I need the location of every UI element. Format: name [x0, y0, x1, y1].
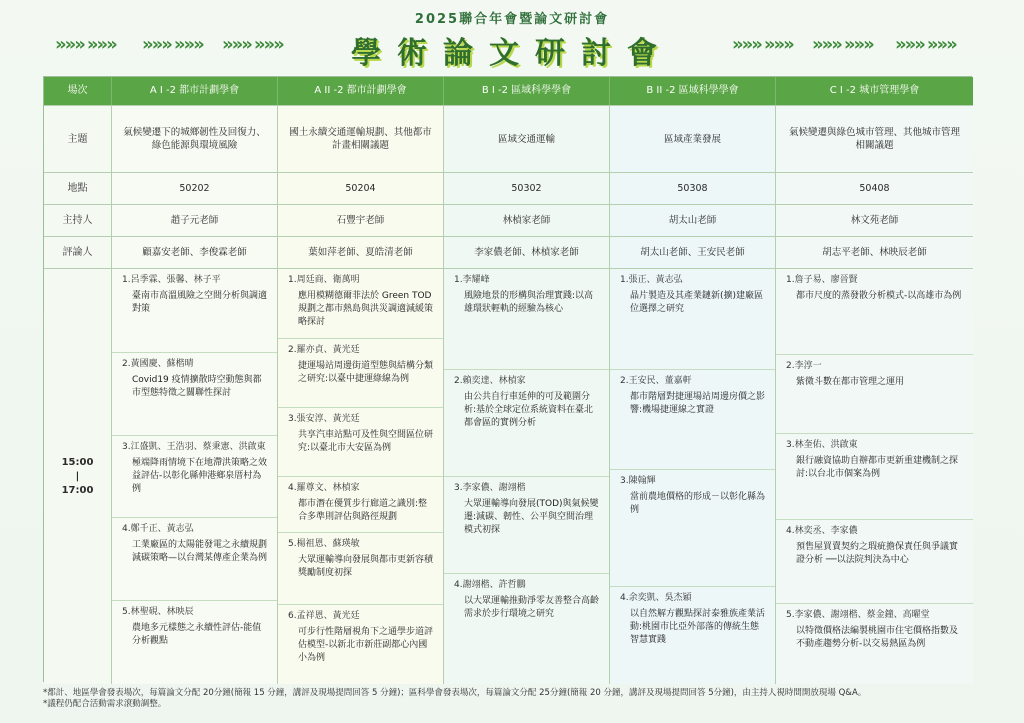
location-label: 地點 — [44, 173, 112, 204]
session-header-row — [44, 77, 973, 105]
paper-authors: 3.張安淳、黃光廷 — [288, 414, 360, 424]
paper-title: 當前農地價格的形成－以彰化縣為例 — [630, 492, 766, 515]
paper-title: 臺南市高溫風險之空間分析與調適對策 — [132, 291, 268, 314]
paper-title: 大眾運輸導向發展(TOD)與氣候變遷:減碳、韌性、公平與空間治理模式初探 — [464, 499, 599, 535]
paper-slot — [278, 477, 443, 533]
paper-authors: 3.陳翰輝 — [620, 476, 656, 486]
paper-slot — [776, 355, 973, 434]
papers-column-5 — [776, 269, 973, 684]
paper-slot — [112, 601, 277, 684]
paper-slot — [444, 370, 609, 477]
paper-slot — [610, 269, 775, 370]
header-label-cell: 場次 — [44, 77, 112, 105]
chevron-left-decoration-3: »»» »»» — [222, 34, 283, 55]
paper-slot — [112, 518, 277, 601]
schedule-table — [43, 76, 972, 682]
location-row — [44, 172, 973, 204]
topic-row — [44, 105, 973, 172]
host-cell-2: 石豐宇老師 — [278, 205, 444, 236]
paper-title: 以自然解方觀點探討泰雅族產業活動:桃園市比亞外部落的傳統生態智慧實踐 — [630, 609, 766, 645]
session-header-4: B II -2 區域科學學會 — [610, 77, 776, 105]
paper-slot — [444, 477, 609, 574]
host-label: 主持人 — [44, 205, 112, 236]
location-cell-5: 50408 — [776, 173, 973, 204]
footnote-2: *議程仍配合活動需求滾動調整。 — [43, 699, 167, 709]
paper-authors: 4.林奕丞、李家儂 — [786, 526, 858, 536]
papers-column-2 — [278, 269, 444, 684]
paper-slot — [610, 370, 775, 470]
paper-authors: 4.羅尊文、林楨家 — [288, 483, 360, 493]
paper-authors: 6.孟祥恩、黃光廷 — [288, 611, 360, 621]
reviewer-cell-2: 葉如萍老師、夏皓清老師 — [278, 237, 444, 268]
conference-subtitle: 2025聯合年會暨論文研討會 — [414, 12, 610, 27]
location-cell-3: 50302 — [444, 173, 610, 204]
paper-slot — [776, 269, 973, 355]
page-header — [0, 0, 1024, 74]
reviewer-cell-3: 李家儂老師、林楨家老師 — [444, 237, 610, 268]
paper-authors: 3.李家儂、謝翊楷 — [454, 483, 526, 493]
paper-title: 以特徵價格法編製桃園市住宅價格指數及不動產趨勢分析-以交易熱區為例 — [796, 626, 959, 649]
paper-authors: 2.李淳一 — [786, 361, 822, 371]
paper-slot — [610, 470, 775, 587]
paper-title: 晶片製造及其產業鏈新(擴)建廠區位選擇之研究 — [630, 291, 764, 314]
reviewer-row — [44, 236, 973, 268]
paper-authors: 5.李家儂、謝翊楷、蔡金鐘、高曜堂 — [786, 610, 930, 620]
chevron-right-decoration-3: »»» »»» — [895, 34, 956, 55]
paper-authors: 1.李耀峰 — [454, 275, 490, 285]
host-cell-3: 林楨家老師 — [444, 205, 610, 236]
paper-slot — [444, 269, 609, 370]
paper-slot — [112, 269, 277, 353]
topic-cell-3: 區域交通運輸 — [444, 106, 610, 172]
paper-title: 都市階層對捷運場站周邊房價之影響:機場捷運線之實證 — [630, 392, 766, 415]
topic-cell-4: 區域產業發展 — [610, 106, 776, 172]
paper-title: 都市尺度的蒸發散分析模式-以高雄市為例 — [796, 291, 962, 301]
footnote-1: *都計、地區學會發表場次，每篇論文分配 20分鐘(簡報 15 分鐘，講評及現場提問回答 5 分鐘)；區科學會發表場次，每篇論文分配 25分鐘(簡報 20 分鐘，講評及現場提問回答 5分鐘)，由主持人視時間開放現場 Q&A。 — [43, 688, 867, 698]
paper-authors: 1.張正、黃志弘 — [620, 275, 683, 285]
paper-authors: 2.賴奕達、林楨家 — [454, 376, 526, 386]
session-header-3: B I -2 區域科學學會 — [444, 77, 610, 105]
paper-title: 工業廠區的太陽能發電之永續規劃減碳策略—以台灣某傳產企業為例 — [132, 540, 268, 563]
topic-label: 主題 — [44, 106, 112, 172]
paper-title: 大眾運輸導向發展與都市更新容積獎勵制度初探 — [298, 555, 434, 578]
paper-slot — [776, 520, 973, 604]
paper-slot — [278, 408, 443, 477]
host-cell-1: 趙子元老師 — [112, 205, 278, 236]
paper-authors: 5.林聖硯、林映辰 — [122, 607, 194, 617]
papers-column-1 — [112, 269, 278, 684]
footnotes — [43, 688, 983, 710]
schedule-body — [44, 268, 973, 683]
paper-authors: 1.詹子易、廖晉賢 — [786, 275, 858, 285]
reviewer-cell-5: 胡志平老師、林映辰老師 — [776, 237, 973, 268]
session-header-5: C I -2 城市管理學會 — [829, 85, 920, 96]
paper-authors: 2.王安民、董嘉軒 — [620, 376, 692, 386]
chevron-right-decoration: »»» »»» — [732, 34, 793, 55]
paper-authors: 5.楊祖恩、蘇瑛敏 — [288, 539, 360, 549]
papers-column-4 — [610, 269, 776, 684]
paper-title: 預售屋買賣契約之瑕疵擔保責任與爭議實證分析 ──以法院判決為中心 — [796, 542, 959, 565]
paper-authors: 2.羅亦貞、黃光廷 — [288, 345, 360, 355]
paper-title: 可步行性階層視角下之通學步道評估模型-以新北市新莊副都心內國小為例 — [298, 627, 434, 663]
paper-slot — [112, 353, 277, 436]
paper-slot — [444, 574, 609, 684]
paper-title: 極端降雨情境下在地滯洪策略之效益評估-以彰化縣伸港鄉泉厝村為例 — [132, 458, 268, 494]
paper-title: 紫微斗數在都市管理之運用 — [796, 377, 905, 387]
paper-title: 銀行融資協助自辦都市更新重建機制之探討:以台北市個案為例 — [796, 456, 959, 479]
location-cell-4: 50308 — [610, 173, 776, 204]
topic-cell-5: 氣候變遷與綠色城市管理、其他城市管理相關議題 — [776, 106, 973, 172]
chevron-right-decoration-2: »»» »»» — [812, 34, 873, 55]
paper-authors: 4.謝翊楷、許哲鵬 — [454, 580, 526, 590]
session-header-1: A I -2 都市計劃學會 — [112, 77, 278, 105]
topic-cell-1: 氣候變遷下的城鄉韌性及回復力、綠色能源與環境風險 — [112, 106, 278, 172]
paper-slot — [278, 269, 443, 339]
papers-column-3 — [444, 269, 610, 684]
paper-authors: 1.周廷商、衛萬明 — [288, 275, 360, 285]
host-cell-4: 胡太山老師 — [610, 205, 776, 236]
paper-title: 應用模糊德爾菲法於 Green TOD 規劃之都市熱島與洪災調適減緩策略探討 — [298, 291, 434, 327]
paper-title: 共享汽車站點可及性與空間區位研究:以臺北市大安區為例 — [298, 430, 434, 453]
paper-authors: 1.呂季霖、張馨、林子平 — [122, 275, 221, 285]
session-header-2: A II -2 都市計劃學會 — [278, 77, 444, 105]
paper-title: 風險地景的形構與治理實踐:以高雄環狀輕軌的經驗為核心 — [464, 291, 594, 314]
time-slot — [44, 269, 112, 684]
paper-title: 農地多元樣態之永續性評估-能值分析觀點 — [132, 623, 262, 646]
paper-slot — [776, 434, 973, 520]
paper-title: Covid19 疫情擴散時空動態與都市型態特徵之關聯性探討 — [132, 375, 262, 398]
chevron-left-decoration: »»» »»» — [55, 34, 116, 55]
paper-authors: 3.江盛凱、王浩羽、蔡秉憲、洪啟東 — [122, 442, 266, 452]
time-start: 15:00 — [61, 456, 94, 468]
paper-slot — [112, 436, 277, 518]
paper-slot — [776, 604, 973, 684]
paper-slot — [278, 533, 443, 605]
chevron-left-decoration-2: »»» »»» — [142, 34, 203, 55]
paper-slot — [278, 605, 443, 684]
paper-title: 都市潛在優質步行廊道之識別:整合多準則評估與路徑規劃 — [298, 499, 428, 522]
location-cell-1: 50202 — [112, 173, 278, 204]
location-cell-2: 50204 — [278, 173, 444, 204]
page-title: 學術論文研討會 — [351, 36, 673, 71]
reviewer-cell-4: 胡太山老師、王安民老師 — [610, 237, 776, 268]
paper-authors: 4.余奕凱、吳杰穎 — [620, 593, 692, 603]
host-row — [44, 204, 973, 236]
time-separator: | — [75, 470, 80, 482]
paper-slot — [610, 587, 775, 684]
topic-cell-2: 國土永續交通運輸規劃、其他都市計畫相關議題 — [278, 106, 444, 172]
paper-title: 由公共自行車延伸的可及範圍分析:基於全球定位系統資料在臺北都會區的實例分析 — [464, 392, 594, 428]
paper-authors: 4.鄭千正、黃志弘 — [122, 524, 194, 534]
paper-authors: 3.林奎佑、洪啟東 — [786, 440, 858, 450]
reviewer-label: 評論人 — [44, 237, 112, 268]
paper-authors: 2.黃國慶、蘇楷晴 — [122, 359, 194, 369]
paper-slot — [278, 339, 443, 408]
reviewer-cell-1: 顧嘉安老師、李俊霖老師 — [112, 237, 278, 268]
paper-title: 以大眾運輸推動淨零友善整合高齡需求於步行環境之研究 — [464, 596, 600, 619]
paper-title: 捷運場站周邊街道型態與結構分類之研究:以臺中捷運綠線為例 — [298, 361, 434, 384]
host-cell-5: 林文苑老師 — [776, 205, 973, 236]
time-end: 17:00 — [61, 484, 94, 496]
